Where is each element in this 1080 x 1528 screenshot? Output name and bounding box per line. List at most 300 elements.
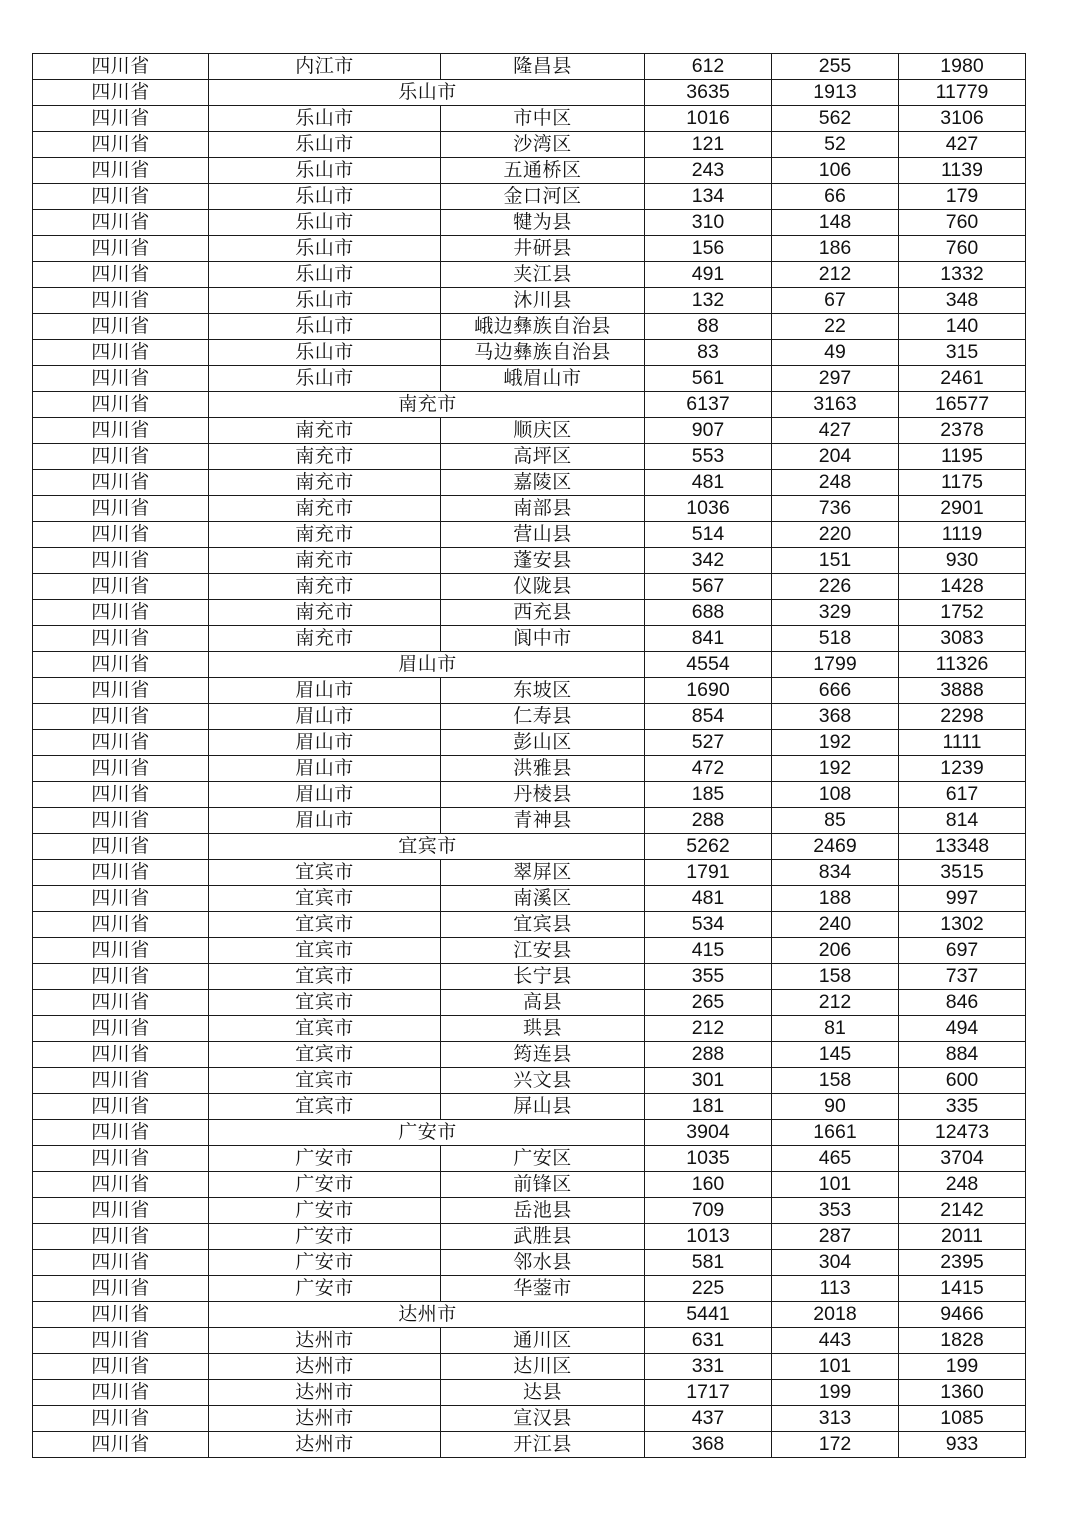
county-cell: 犍为县 — [441, 210, 645, 236]
value-cell-2: 2469 — [772, 834, 899, 860]
table-row — [33, 158, 1026, 184]
value-cell-3: 494 — [899, 1016, 1026, 1042]
county-cell: 长宁县 — [441, 964, 645, 990]
table-row — [33, 522, 1026, 548]
county-cell: 西充县 — [441, 600, 645, 626]
province-cell: 四川省 — [33, 106, 209, 132]
value-cell-2: 206 — [772, 938, 899, 964]
province-cell: 四川省 — [33, 522, 209, 548]
province-cell: 四川省 — [33, 262, 209, 288]
value-cell-3: 9466 — [899, 1302, 1026, 1328]
province-cell: 四川省 — [33, 418, 209, 444]
value-cell-1: 181 — [645, 1094, 772, 1120]
table-row — [33, 366, 1026, 392]
table-row — [33, 262, 1026, 288]
value-cell-2: 52 — [772, 132, 899, 158]
value-cell-1: 331 — [645, 1354, 772, 1380]
county-cell: 屏山县 — [441, 1094, 645, 1120]
value-cell-2: 368 — [772, 704, 899, 730]
value-cell-2: 329 — [772, 600, 899, 626]
value-cell-2: 101 — [772, 1354, 899, 1380]
value-cell-3: 2298 — [899, 704, 1026, 730]
value-cell-2: 186 — [772, 236, 899, 262]
city-cell: 宜宾市 — [209, 860, 441, 886]
value-cell-3: 13348 — [899, 834, 1026, 860]
province-cell: 四川省 — [33, 756, 209, 782]
value-cell-3: 930 — [899, 548, 1026, 574]
table-row — [33, 496, 1026, 522]
county-cell: 营山县 — [441, 522, 645, 548]
value-cell-2: 85 — [772, 808, 899, 834]
city-cell: 宜宾市 — [209, 1094, 441, 1120]
city-cell: 乐山市 — [209, 288, 441, 314]
value-cell-2: 49 — [772, 340, 899, 366]
value-cell-1: 631 — [645, 1328, 772, 1354]
province-cell: 四川省 — [33, 54, 209, 80]
value-cell-2: 353 — [772, 1198, 899, 1224]
value-cell-1: 491 — [645, 262, 772, 288]
value-cell-3: 11779 — [899, 80, 1026, 106]
table-row — [33, 860, 1026, 886]
value-cell-1: 212 — [645, 1016, 772, 1042]
city-cell: 乐山市 — [209, 366, 441, 392]
city-cell: 宜宾市 — [209, 886, 441, 912]
value-cell-2: 226 — [772, 574, 899, 600]
county-cell: 峨眉山市 — [441, 366, 645, 392]
city-cell: 眉山市 — [209, 756, 441, 782]
province-cell: 四川省 — [33, 678, 209, 704]
table-row — [33, 1094, 1026, 1120]
value-cell-3: 1415 — [899, 1276, 1026, 1302]
county-cell: 阆中市 — [441, 626, 645, 652]
province-cell: 四川省 — [33, 314, 209, 340]
value-cell-3: 11326 — [899, 652, 1026, 678]
table-row — [33, 340, 1026, 366]
province-cell: 四川省 — [33, 132, 209, 158]
city-cell: 眉山市 — [209, 704, 441, 730]
value-cell-3: 248 — [899, 1172, 1026, 1198]
value-cell-3: 884 — [899, 1042, 1026, 1068]
value-cell-3: 16577 — [899, 392, 1026, 418]
county-cell: 峨边彝族自治县 — [441, 314, 645, 340]
county-cell: 青神县 — [441, 808, 645, 834]
city-cell: 达州市 — [209, 1328, 441, 1354]
value-cell-3: 1360 — [899, 1380, 1026, 1406]
value-cell-1: 6137 — [645, 392, 772, 418]
city-cell: 达州市 — [209, 1406, 441, 1432]
city-subtotal-row — [33, 80, 1026, 106]
city-cell: 乐山市 — [209, 262, 441, 288]
value-cell-1: 534 — [645, 912, 772, 938]
county-cell: 东坡区 — [441, 678, 645, 704]
table-row — [33, 1432, 1026, 1458]
value-cell-1: 472 — [645, 756, 772, 782]
table-row — [33, 730, 1026, 756]
province-cell: 四川省 — [33, 80, 209, 106]
value-cell-2: 199 — [772, 1380, 899, 1406]
value-cell-1: 243 — [645, 158, 772, 184]
value-cell-3: 315 — [899, 340, 1026, 366]
county-cell: 五通桥区 — [441, 158, 645, 184]
province-cell: 四川省 — [33, 496, 209, 522]
value-cell-1: 288 — [645, 808, 772, 834]
value-cell-2: 192 — [772, 756, 899, 782]
value-cell-1: 581 — [645, 1250, 772, 1276]
value-cell-3: 2901 — [899, 496, 1026, 522]
county-cell: 宣汉县 — [441, 1406, 645, 1432]
value-cell-3: 1139 — [899, 158, 1026, 184]
county-cell: 南溪区 — [441, 886, 645, 912]
value-cell-3: 3888 — [899, 678, 1026, 704]
value-cell-1: 907 — [645, 418, 772, 444]
city-cell: 南充市 — [209, 548, 441, 574]
value-cell-1: 1013 — [645, 1224, 772, 1250]
city-cell: 眉山市 — [209, 808, 441, 834]
value-cell-1: 185 — [645, 782, 772, 808]
province-cell: 四川省 — [33, 860, 209, 886]
table-row — [33, 600, 1026, 626]
province-cell: 四川省 — [33, 1276, 209, 1302]
value-cell-3: 3083 — [899, 626, 1026, 652]
value-cell-1: 342 — [645, 548, 772, 574]
city-cell: 达州市 — [209, 1354, 441, 1380]
city-subtotal-row — [33, 834, 1026, 860]
county-cell: 岳池县 — [441, 1198, 645, 1224]
province-cell: 四川省 — [33, 1250, 209, 1276]
value-cell-3: 617 — [899, 782, 1026, 808]
table-row — [33, 418, 1026, 444]
province-cell: 四川省 — [33, 1198, 209, 1224]
value-cell-3: 3515 — [899, 860, 1026, 886]
value-cell-1: 156 — [645, 236, 772, 262]
value-cell-1: 481 — [645, 470, 772, 496]
value-cell-3: 1239 — [899, 756, 1026, 782]
table-row — [33, 54, 1026, 80]
city-cell: 南充市 — [209, 626, 441, 652]
county-cell: 兴文县 — [441, 1068, 645, 1094]
city-cell: 乐山市 — [209, 236, 441, 262]
table-row — [33, 1068, 1026, 1094]
value-cell-1: 709 — [645, 1198, 772, 1224]
value-cell-1: 1690 — [645, 678, 772, 704]
province-cell: 四川省 — [33, 340, 209, 366]
value-cell-1: 310 — [645, 210, 772, 236]
city-cell: 南充市 — [209, 574, 441, 600]
value-cell-2: 151 — [772, 548, 899, 574]
value-cell-3: 760 — [899, 236, 1026, 262]
value-cell-2: 106 — [772, 158, 899, 184]
value-cell-3: 2011 — [899, 1224, 1026, 1250]
value-cell-2: 1661 — [772, 1120, 899, 1146]
value-cell-3: 12473 — [899, 1120, 1026, 1146]
county-cell: 广安区 — [441, 1146, 645, 1172]
city-cell: 广安市 — [209, 1224, 441, 1250]
county-cell: 顺庆区 — [441, 418, 645, 444]
value-cell-3: 814 — [899, 808, 1026, 834]
province-cell: 四川省 — [33, 1354, 209, 1380]
province-cell: 四川省 — [33, 652, 209, 678]
county-cell: 江安县 — [441, 938, 645, 964]
value-cell-3: 179 — [899, 184, 1026, 210]
value-cell-2: 22 — [772, 314, 899, 340]
value-cell-3: 1828 — [899, 1328, 1026, 1354]
value-cell-3: 933 — [899, 1432, 1026, 1458]
value-cell-2: 81 — [772, 1016, 899, 1042]
city-cell: 宜宾市 — [209, 1068, 441, 1094]
county-cell: 开江县 — [441, 1432, 645, 1458]
value-cell-1: 83 — [645, 340, 772, 366]
city-cell: 南充市 — [209, 418, 441, 444]
value-cell-2: 297 — [772, 366, 899, 392]
table-row — [33, 236, 1026, 262]
city-total-cell: 眉山市 — [209, 652, 645, 678]
value-cell-2: 518 — [772, 626, 899, 652]
value-cell-2: 427 — [772, 418, 899, 444]
county-cell: 仁寿县 — [441, 704, 645, 730]
province-cell: 四川省 — [33, 158, 209, 184]
county-cell: 沐川县 — [441, 288, 645, 314]
value-cell-1: 3904 — [645, 1120, 772, 1146]
city-subtotal-row — [33, 392, 1026, 418]
city-cell: 南充市 — [209, 522, 441, 548]
table-row — [33, 1354, 1026, 1380]
value-cell-3: 1428 — [899, 574, 1026, 600]
province-cell: 四川省 — [33, 210, 209, 236]
value-cell-2: 188 — [772, 886, 899, 912]
county-cell: 通川区 — [441, 1328, 645, 1354]
value-cell-3: 335 — [899, 1094, 1026, 1120]
county-cell: 翠屏区 — [441, 860, 645, 886]
value-cell-2: 204 — [772, 444, 899, 470]
value-cell-3: 846 — [899, 990, 1026, 1016]
value-cell-1: 437 — [645, 1406, 772, 1432]
value-cell-2: 90 — [772, 1094, 899, 1120]
province-cell: 四川省 — [33, 782, 209, 808]
table-row — [33, 1172, 1026, 1198]
city-cell: 宜宾市 — [209, 990, 441, 1016]
value-cell-2: 240 — [772, 912, 899, 938]
city-cell: 南充市 — [209, 600, 441, 626]
value-cell-1: 1035 — [645, 1146, 772, 1172]
value-cell-3: 600 — [899, 1068, 1026, 1094]
value-cell-2: 443 — [772, 1328, 899, 1354]
value-cell-3: 2395 — [899, 1250, 1026, 1276]
value-cell-2: 465 — [772, 1146, 899, 1172]
table-row — [33, 210, 1026, 236]
city-cell: 宜宾市 — [209, 912, 441, 938]
county-cell: 金口河区 — [441, 184, 645, 210]
table-row — [33, 1042, 1026, 1068]
city-cell: 内江市 — [209, 54, 441, 80]
province-cell: 四川省 — [33, 1146, 209, 1172]
value-cell-2: 255 — [772, 54, 899, 80]
value-cell-2: 666 — [772, 678, 899, 704]
value-cell-3: 199 — [899, 1354, 1026, 1380]
value-cell-3: 1332 — [899, 262, 1026, 288]
value-cell-1: 288 — [645, 1042, 772, 1068]
city-cell: 南充市 — [209, 470, 441, 496]
value-cell-1: 134 — [645, 184, 772, 210]
province-cell: 四川省 — [33, 834, 209, 860]
province-cell: 四川省 — [33, 704, 209, 730]
statistics-table — [32, 53, 1026, 1458]
value-cell-3: 1752 — [899, 600, 1026, 626]
city-cell: 乐山市 — [209, 106, 441, 132]
value-cell-2: 113 — [772, 1276, 899, 1302]
value-cell-1: 481 — [645, 886, 772, 912]
city-cell: 乐山市 — [209, 132, 441, 158]
county-cell: 市中区 — [441, 106, 645, 132]
value-cell-1: 612 — [645, 54, 772, 80]
table-row — [33, 314, 1026, 340]
table-row — [33, 1328, 1026, 1354]
county-cell: 达县 — [441, 1380, 645, 1406]
value-cell-2: 145 — [772, 1042, 899, 1068]
county-cell: 仪陇县 — [441, 574, 645, 600]
city-cell: 达州市 — [209, 1432, 441, 1458]
province-cell: 四川省 — [33, 548, 209, 574]
table-row — [33, 990, 1026, 1016]
city-cell: 宜宾市 — [209, 1016, 441, 1042]
county-cell: 华蓥市 — [441, 1276, 645, 1302]
table-row — [33, 1250, 1026, 1276]
county-cell: 蓬安县 — [441, 548, 645, 574]
value-cell-2: 313 — [772, 1406, 899, 1432]
value-cell-1: 160 — [645, 1172, 772, 1198]
city-cell: 眉山市 — [209, 782, 441, 808]
value-cell-1: 225 — [645, 1276, 772, 1302]
value-cell-3: 737 — [899, 964, 1026, 990]
table-row — [33, 470, 1026, 496]
city-cell: 广安市 — [209, 1250, 441, 1276]
province-cell: 四川省 — [33, 912, 209, 938]
table-row — [33, 574, 1026, 600]
city-cell: 南充市 — [209, 444, 441, 470]
county-cell: 隆昌县 — [441, 54, 645, 80]
province-cell: 四川省 — [33, 1432, 209, 1458]
table-row — [33, 1406, 1026, 1432]
value-cell-3: 140 — [899, 314, 1026, 340]
city-cell: 达州市 — [209, 1380, 441, 1406]
province-cell: 四川省 — [33, 1172, 209, 1198]
city-cell: 广安市 — [209, 1172, 441, 1198]
province-cell: 四川省 — [33, 1042, 209, 1068]
city-total-cell: 宜宾市 — [209, 834, 645, 860]
city-cell: 乐山市 — [209, 210, 441, 236]
city-cell: 乐山市 — [209, 340, 441, 366]
value-cell-3: 3704 — [899, 1146, 1026, 1172]
province-cell: 四川省 — [33, 938, 209, 964]
value-cell-2: 172 — [772, 1432, 899, 1458]
value-cell-1: 561 — [645, 366, 772, 392]
county-cell: 洪雅县 — [441, 756, 645, 782]
table-row — [33, 548, 1026, 574]
value-cell-3: 2142 — [899, 1198, 1026, 1224]
province-cell: 四川省 — [33, 1094, 209, 1120]
table-row — [33, 782, 1026, 808]
city-cell: 宜宾市 — [209, 964, 441, 990]
province-cell: 四川省 — [33, 1302, 209, 1328]
value-cell-3: 348 — [899, 288, 1026, 314]
county-cell: 宜宾县 — [441, 912, 645, 938]
value-cell-3: 1085 — [899, 1406, 1026, 1432]
value-cell-1: 1036 — [645, 496, 772, 522]
table-row — [33, 756, 1026, 782]
table-row — [33, 1198, 1026, 1224]
province-cell: 四川省 — [33, 1328, 209, 1354]
value-cell-1: 5441 — [645, 1302, 772, 1328]
value-cell-3: 1980 — [899, 54, 1026, 80]
value-cell-2: 158 — [772, 964, 899, 990]
value-cell-2: 304 — [772, 1250, 899, 1276]
value-cell-3: 760 — [899, 210, 1026, 236]
table-row — [33, 1016, 1026, 1042]
county-cell: 武胜县 — [441, 1224, 645, 1250]
county-cell: 夹江县 — [441, 262, 645, 288]
value-cell-2: 220 — [772, 522, 899, 548]
city-subtotal-row — [33, 1120, 1026, 1146]
value-cell-1: 854 — [645, 704, 772, 730]
table-row — [33, 1146, 1026, 1172]
table-row — [33, 1276, 1026, 1302]
value-cell-1: 415 — [645, 938, 772, 964]
table-row — [33, 288, 1026, 314]
value-cell-2: 158 — [772, 1068, 899, 1094]
city-cell: 乐山市 — [209, 158, 441, 184]
city-cell: 广安市 — [209, 1146, 441, 1172]
city-cell: 眉山市 — [209, 678, 441, 704]
county-cell: 井研县 — [441, 236, 645, 262]
value-cell-3: 1195 — [899, 444, 1026, 470]
value-cell-1: 553 — [645, 444, 772, 470]
table-row — [33, 626, 1026, 652]
county-cell: 筠连县 — [441, 1042, 645, 1068]
table-row — [33, 1224, 1026, 1250]
table-row — [33, 704, 1026, 730]
value-cell-3: 1111 — [899, 730, 1026, 756]
table-row — [33, 106, 1026, 132]
table-row — [33, 184, 1026, 210]
value-cell-3: 1302 — [899, 912, 1026, 938]
county-cell: 南部县 — [441, 496, 645, 522]
value-cell-2: 3163 — [772, 392, 899, 418]
province-cell: 四川省 — [33, 626, 209, 652]
value-cell-1: 3635 — [645, 80, 772, 106]
value-cell-3: 2378 — [899, 418, 1026, 444]
province-cell: 四川省 — [33, 184, 209, 210]
county-cell: 丹棱县 — [441, 782, 645, 808]
city-total-cell: 乐山市 — [209, 80, 645, 106]
value-cell-1: 301 — [645, 1068, 772, 1094]
province-cell: 四川省 — [33, 392, 209, 418]
city-subtotal-row — [33, 652, 1026, 678]
value-cell-1: 4554 — [645, 652, 772, 678]
value-cell-1: 688 — [645, 600, 772, 626]
table-body — [33, 54, 1026, 1458]
value-cell-2: 66 — [772, 184, 899, 210]
city-subtotal-row — [33, 1302, 1026, 1328]
value-cell-3: 3106 — [899, 106, 1026, 132]
county-cell: 高县 — [441, 990, 645, 1016]
value-cell-2: 212 — [772, 990, 899, 1016]
value-cell-2: 192 — [772, 730, 899, 756]
province-cell: 四川省 — [33, 1068, 209, 1094]
province-cell: 四川省 — [33, 730, 209, 756]
province-cell: 四川省 — [33, 886, 209, 912]
province-cell: 四川省 — [33, 1380, 209, 1406]
value-cell-2: 2018 — [772, 1302, 899, 1328]
county-cell: 彭山区 — [441, 730, 645, 756]
